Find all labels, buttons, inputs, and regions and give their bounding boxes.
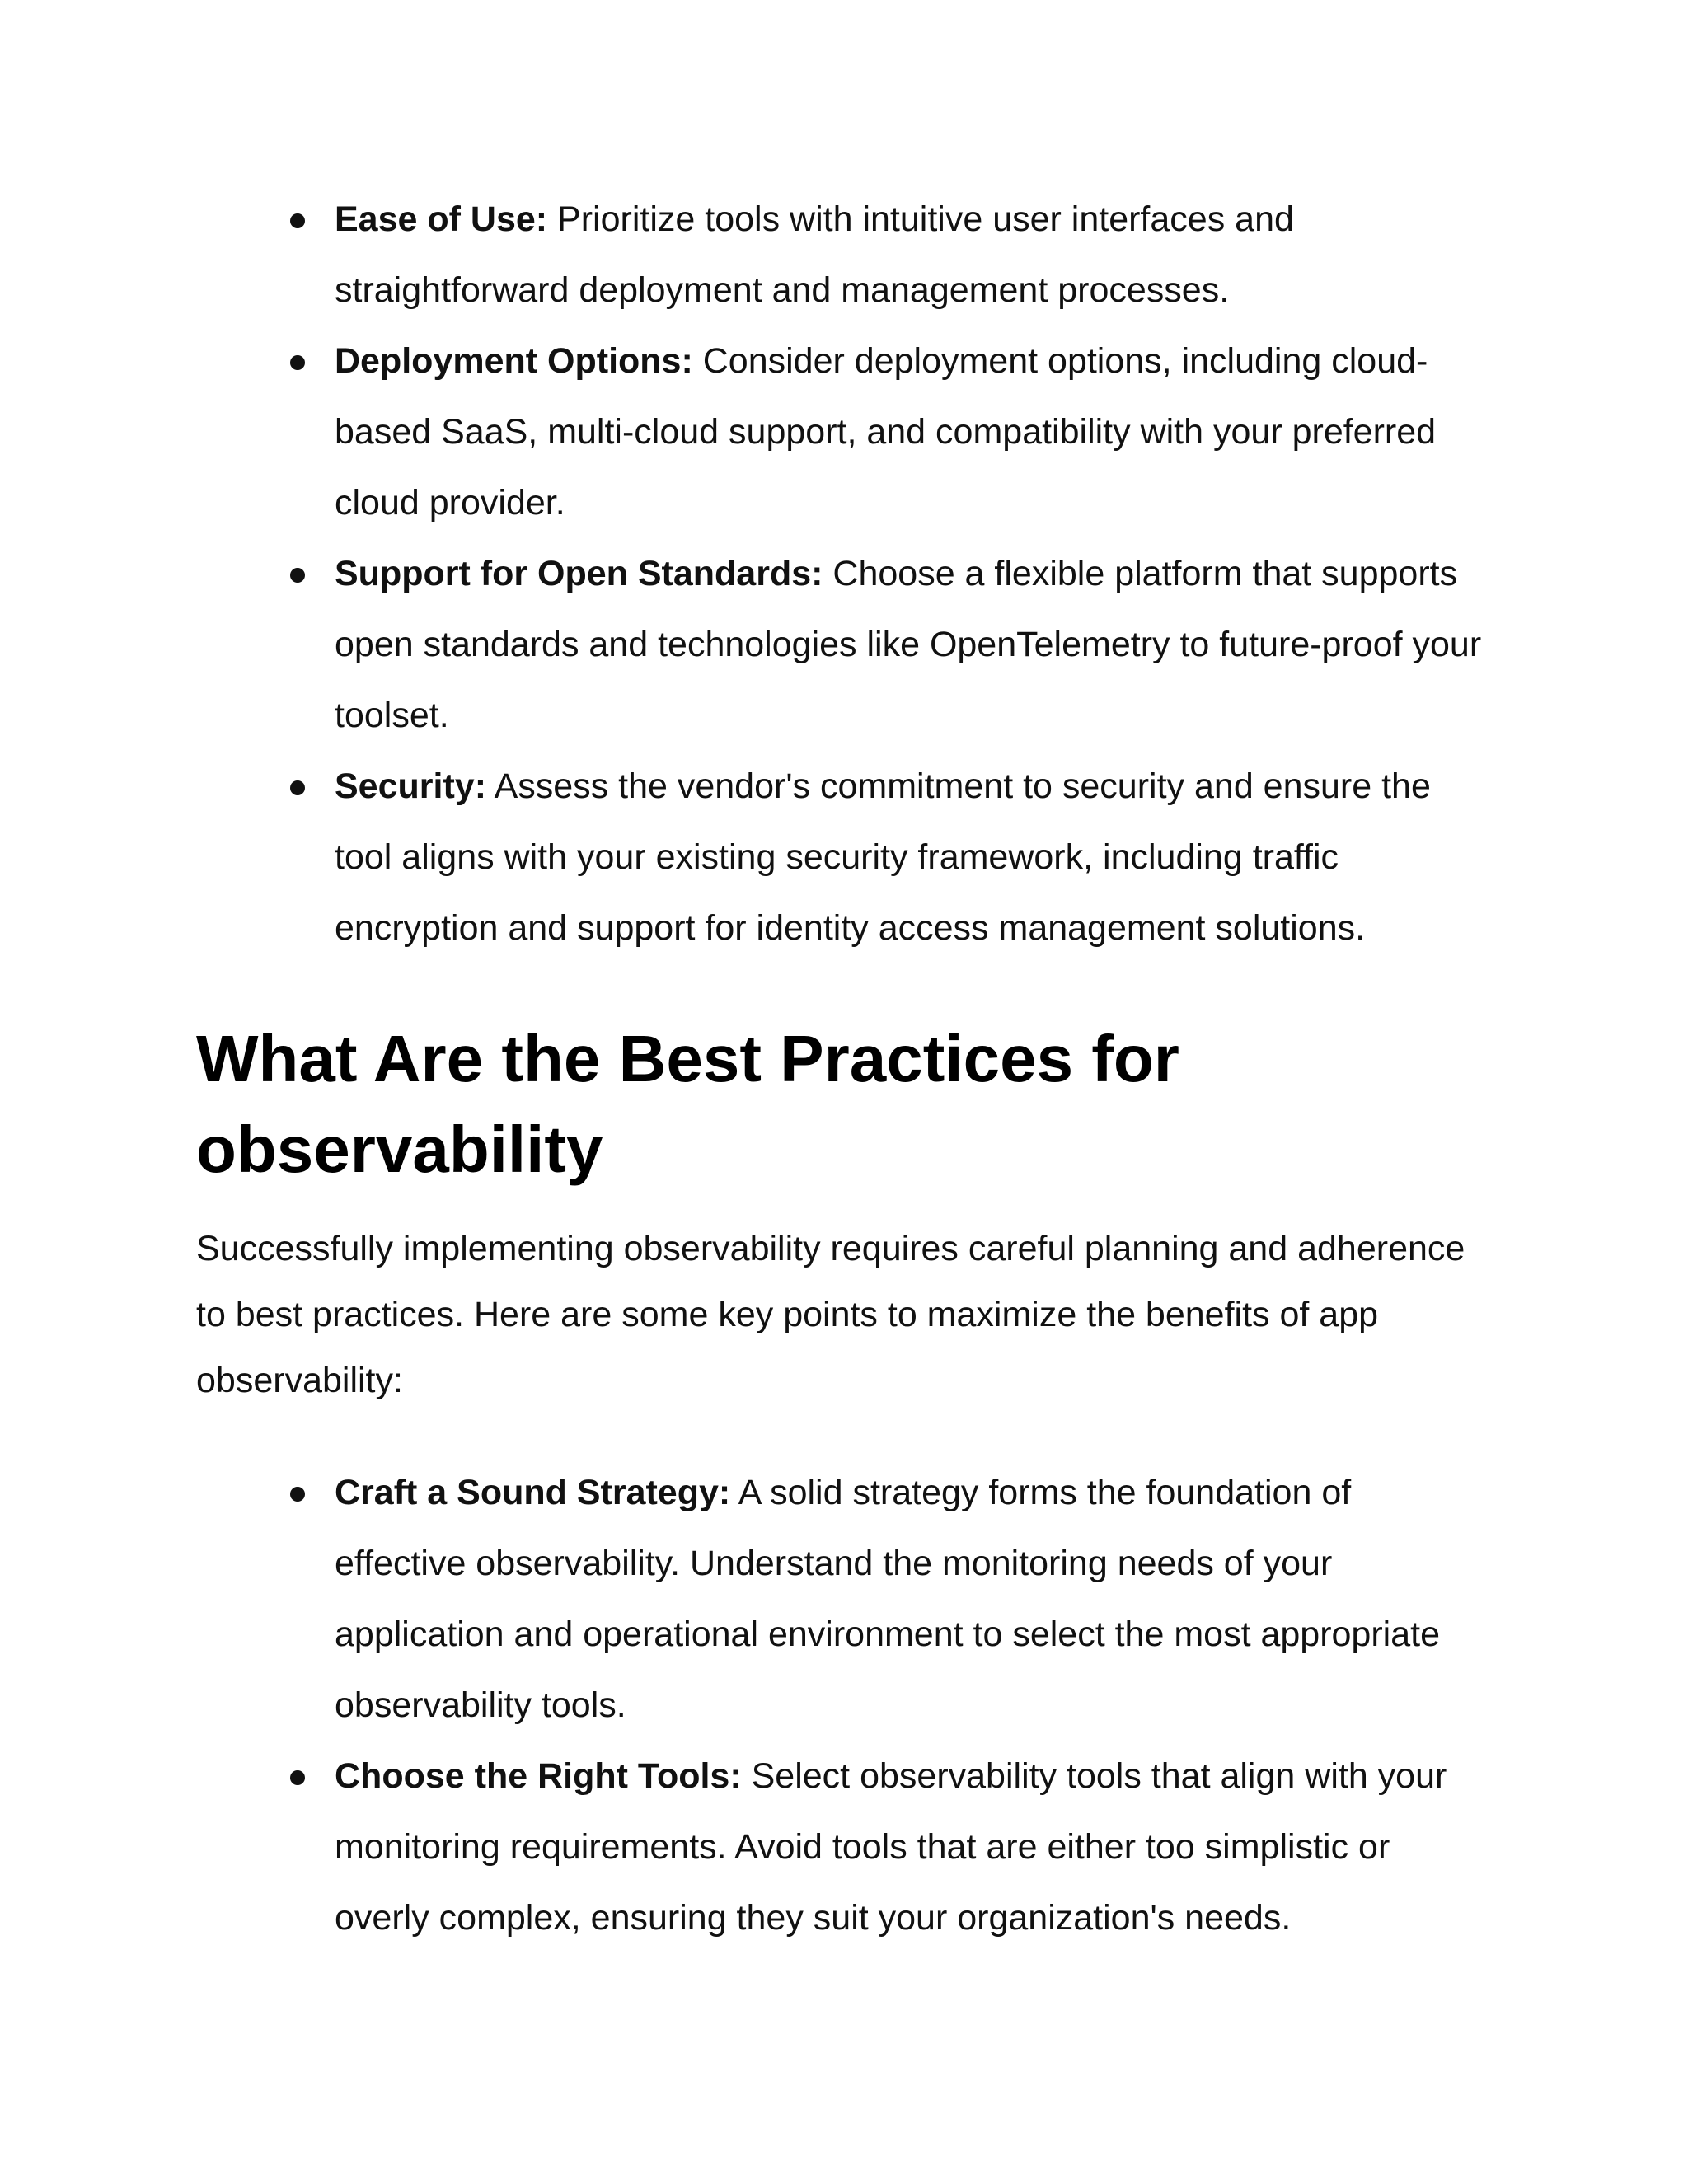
bullet-icon bbox=[290, 213, 305, 228]
list-item-text: Prioritize tools with intuitive user interfaces and straightforward deployment and management processes. bbox=[335, 199, 1294, 310]
bullet-icon bbox=[290, 1487, 305, 1502]
list-item-term: Security: bbox=[335, 766, 487, 806]
bullet-icon bbox=[290, 355, 305, 370]
list-item-text: Assess the vendor's commitment to security and ensure the tool aligns with your existing security framework, including traffic encryption and support for identity access management solutions. bbox=[335, 766, 1431, 948]
list-item bbox=[198, 1457, 1484, 1741]
list-item-term: Craft a Sound Strategy: bbox=[335, 1473, 731, 1512]
list-item bbox=[198, 538, 1484, 751]
list-item-text: Consider deployment options, including cloud-based SaaS, multi-cloud support, and compatibility with your preferred cloud provider. bbox=[335, 341, 1437, 523]
list-item bbox=[198, 751, 1484, 963]
list-item-text: Select observability tools that align with your monitoring requirements. Avoid tools that are either too simplistic or overly complex, ensuring they suit your organization's needs. bbox=[335, 1756, 1447, 1938]
section-heading: What Are the Best Practices for observability bbox=[196, 1022, 1179, 1186]
list-item bbox=[198, 184, 1484, 326]
list-item bbox=[198, 326, 1484, 538]
list-item-term: Support for Open Standards: bbox=[335, 554, 823, 593]
list-item-term: Deployment Options: bbox=[335, 341, 693, 381]
list-item-text: Choose a flexible platform that supports open standards and technologies like OpenTelemetry to future-proof your toolset. bbox=[335, 554, 1482, 735]
section-intro-paragraph: Successfully implementing observability requires careful planning and adherence to best practices. Here are some key points to maximize the benefits of app observability: bbox=[196, 1229, 1465, 1400]
list-item bbox=[198, 1741, 1484, 1953]
bullet-icon bbox=[290, 1770, 305, 1785]
best-practices-list bbox=[198, 1457, 1484, 1953]
list-item-text: A solid strategy forms the foundation of effective observability. Understand the monitoring needs of your application and operational environment to select the most appropriate observability tools. bbox=[335, 1473, 1440, 1725]
list-item-term: Choose the Right Tools: bbox=[335, 1756, 742, 1796]
bullet-icon bbox=[290, 568, 305, 583]
bullet-icon bbox=[290, 780, 305, 795]
selection-criteria-list bbox=[198, 184, 1484, 963]
list-item-term: Ease of Use: bbox=[335, 199, 548, 239]
